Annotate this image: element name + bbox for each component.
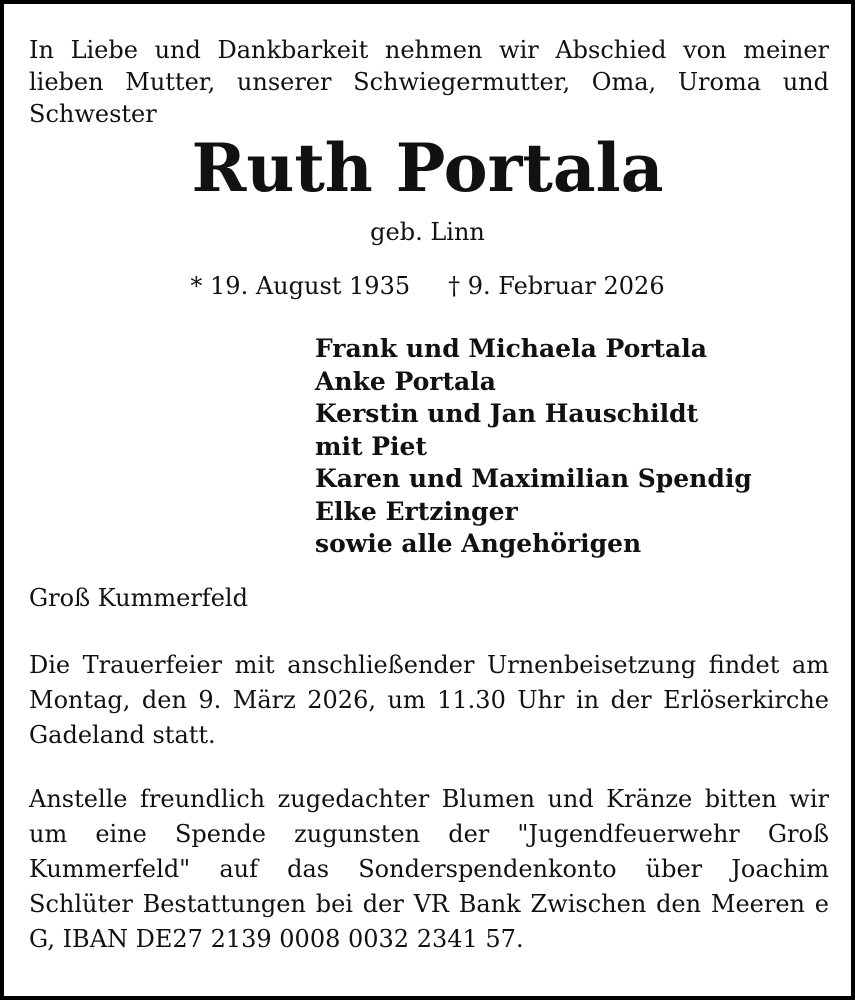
mourner-entry: Elke Ertzinger bbox=[315, 496, 518, 526]
mourner-entry: Kerstin und Jan Hauschildt bbox=[315, 399, 699, 428]
maiden-name: geb. Linn bbox=[370, 218, 485, 246]
mourner-entry: Karen und Maximilian Spendig bbox=[315, 464, 752, 493]
mourner-entry: Frank und Michaela Portala bbox=[315, 334, 707, 363]
mourner-entry: Anke Portala bbox=[315, 366, 496, 396]
place-name: Groß Kummerfeld bbox=[29, 584, 248, 612]
donation-text: Anstelle freundlich zugedachter Blumen und Kränze bitten wir um eine Spende zugunsten der "Jugendfeuerwehr Groß Kummerfeld" auf das Sonderspendenkonto über Joachim Schlüter Bestattungen bei der VR Bank Zwischen den Meeren e G, IBAN DE27 2139 0008 0032 2341 57. bbox=[29, 785, 829, 953]
mourner-entry: mit Piet bbox=[315, 431, 427, 461]
deceased-name: Ruth Portala bbox=[191, 129, 664, 207]
intro-text: In Liebe und Dankbarkeit nehmen wir Abschied von meiner lieben Mutter, unserer Schwiegermutter, Oma, Uroma und Schwester bbox=[29, 36, 829, 128]
ceremony-text: Die Trauerfeier mit anschließender Urnenbeisetzung findet am Montag, den 9. März 2026, um 11.30 Uhr in der Erlöserkirche Gadeland statt. bbox=[29, 651, 829, 749]
mourner-entry: sowie alle Angehörigen bbox=[315, 529, 642, 558]
death-date: † 9. Februar 2026 bbox=[448, 272, 665, 300]
birth-date: * 19. August 1935 bbox=[190, 272, 411, 300]
mourners-list bbox=[315, 333, 752, 561]
life-dates bbox=[4, 270, 851, 302]
